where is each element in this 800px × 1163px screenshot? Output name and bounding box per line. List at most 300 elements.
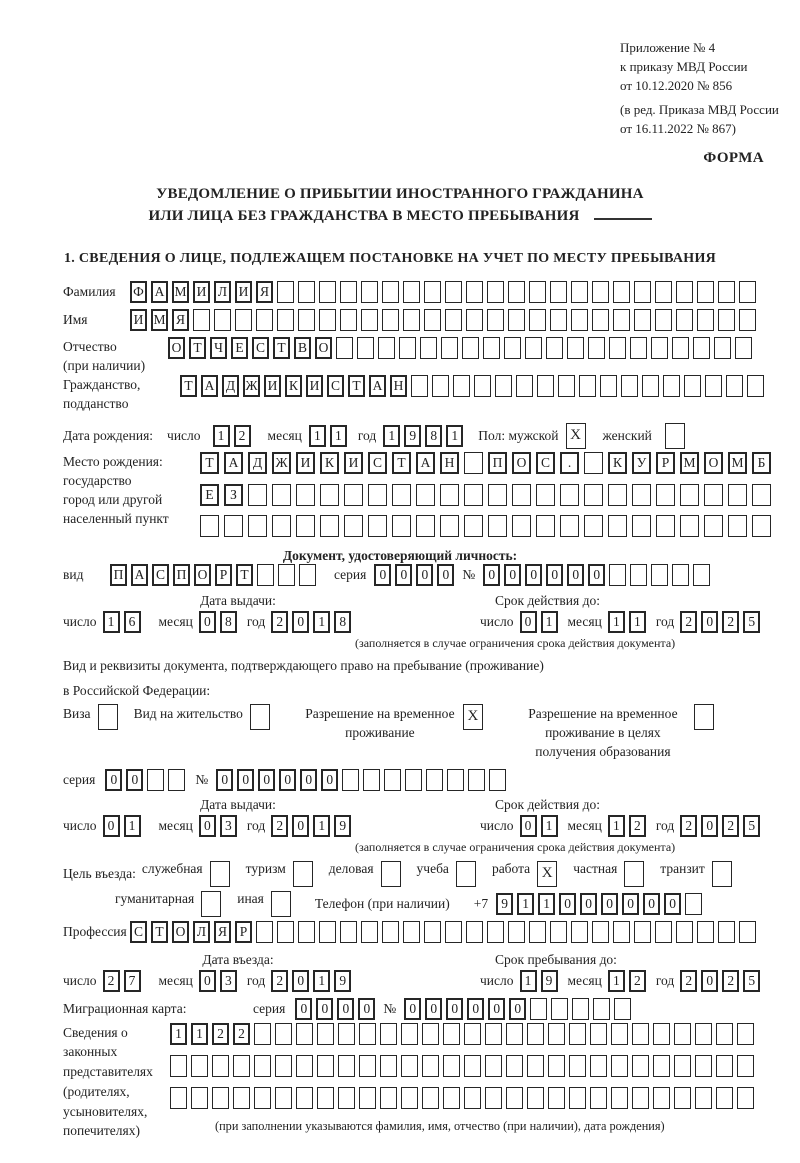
- char-cell: 2: [271, 970, 288, 992]
- char-cell: [630, 564, 647, 586]
- char-cell: 0: [199, 970, 216, 992]
- char-cell: [590, 1055, 607, 1077]
- char-cell: [536, 515, 555, 537]
- char-cell: 1: [213, 425, 230, 447]
- char-cell: [401, 1055, 418, 1077]
- char-cell: [697, 309, 714, 331]
- char-cell: [508, 281, 525, 303]
- char-cell: [168, 769, 185, 791]
- reference-line-3: от 10.12.2020 № 856: [620, 78, 733, 93]
- char-cell: 0: [103, 815, 120, 837]
- char-cell: [485, 1023, 502, 1045]
- char-cell: 9: [334, 815, 351, 837]
- char-cell: 9: [496, 893, 513, 915]
- char-cell: [695, 1055, 712, 1077]
- char-cell: [212, 1055, 229, 1077]
- char-cell: [674, 1087, 691, 1109]
- purpose-work-checkbox: X: [537, 861, 557, 887]
- char-cell: [214, 309, 231, 331]
- representatives-label-2: законных: [63, 1044, 118, 1060]
- char-cell: [384, 769, 401, 791]
- char-cell: [651, 564, 668, 586]
- citizenship-sublabel: подданство: [63, 396, 129, 411]
- char-cell: [632, 1023, 649, 1045]
- char-cell: [737, 1087, 754, 1109]
- migration-number-boxes: [404, 998, 635, 1020]
- purpose-official-label: служебная: [141, 860, 203, 876]
- char-cell: 0: [425, 998, 442, 1020]
- char-cell: [256, 309, 273, 331]
- char-cell: [338, 1055, 355, 1077]
- year-label: год: [246, 972, 266, 988]
- profession-label: Профессия: [63, 923, 127, 939]
- stay-dates: [63, 951, 800, 992]
- char-cell: [424, 281, 441, 303]
- female-checkbox: [665, 423, 685, 449]
- citizenship-boxes: [180, 375, 768, 397]
- form-title-line-1: УВЕДОМЛЕНИЕ О ПРИБЫТИИ ИНОСТРАННОГО ГРАЖДАНИНА: [156, 186, 644, 202]
- char-cell: К: [320, 452, 339, 474]
- char-cell: 1: [309, 425, 326, 447]
- char-cell: [272, 484, 291, 506]
- char-cell: 1: [541, 611, 558, 633]
- char-cell: 0: [216, 769, 233, 791]
- char-cell: [653, 1055, 670, 1077]
- char-cell: [525, 337, 542, 359]
- char-cell: [359, 1023, 376, 1045]
- char-cell: 1: [124, 815, 141, 837]
- birth-date-row: [63, 423, 800, 449]
- char-cell: [506, 1055, 523, 1077]
- purpose-private: [573, 861, 644, 887]
- char-cell: [716, 1055, 733, 1077]
- char-cell: [277, 921, 294, 943]
- form-word-label: ФОРМА: [703, 150, 764, 166]
- char-cell: [296, 515, 315, 537]
- char-cell: 1: [517, 893, 534, 915]
- char-cell: 0: [292, 815, 309, 837]
- char-cell: М: [172, 281, 189, 303]
- char-cell: Т: [151, 921, 168, 943]
- char-cell: [655, 309, 672, 331]
- char-cell: И: [306, 375, 323, 397]
- char-cell: 5: [743, 970, 760, 992]
- temp-residence-education-option: [499, 704, 714, 761]
- char-cell: 1: [608, 970, 625, 992]
- residence-valid-year-boxes: [680, 815, 764, 837]
- char-cell: [609, 564, 626, 586]
- char-cell: 0: [404, 998, 421, 1020]
- purpose-transit-checkbox: [712, 861, 732, 887]
- purpose-humanitarian-checkbox: [201, 891, 221, 917]
- char-cell: [443, 1087, 460, 1109]
- char-cell: [464, 1055, 481, 1077]
- char-cell: Т: [273, 337, 290, 359]
- char-cell: 1: [330, 425, 347, 447]
- representatives-label-5: усыновителях,: [63, 1103, 148, 1119]
- char-cell: [224, 515, 243, 537]
- char-cell: [584, 515, 603, 537]
- char-cell: [529, 309, 546, 331]
- char-cell: [716, 1023, 733, 1045]
- purpose-transit: [660, 861, 732, 887]
- char-cell: 9: [541, 970, 558, 992]
- char-cell: [248, 484, 267, 506]
- char-cell: Ф: [130, 281, 147, 303]
- doc-number-boxes: [483, 564, 714, 586]
- female-label: женский: [602, 428, 652, 443]
- series-label: серия: [63, 771, 96, 787]
- char-cell: [380, 1023, 397, 1045]
- char-cell: 0: [337, 998, 354, 1020]
- char-cell: 0: [588, 564, 605, 586]
- month-label: месяц: [158, 613, 193, 629]
- char-cell: [275, 1055, 292, 1077]
- char-cell: [739, 921, 756, 943]
- char-cell: [298, 281, 315, 303]
- char-cell: 1: [538, 893, 555, 915]
- birth-place-boxes-row3: [200, 515, 776, 537]
- char-cell: [344, 515, 363, 537]
- birth-place-boxes-row1: [200, 452, 776, 474]
- char-cell: [361, 309, 378, 331]
- issue-date-heading: Дата выдачи:: [200, 796, 276, 812]
- char-cell: А: [131, 564, 148, 586]
- purpose-other: [237, 891, 291, 917]
- residence-doc-intro-2: в Российской Федерации:: [63, 682, 211, 698]
- char-cell: [441, 337, 458, 359]
- profession-row: [63, 921, 800, 943]
- char-cell: [422, 1087, 439, 1109]
- char-cell: [527, 1055, 544, 1077]
- until-year-boxes: [680, 970, 764, 992]
- reference-line-2: к приказу МВД России: [620, 59, 748, 74]
- form-title: [0, 183, 800, 227]
- validity-note: (заполняется в случае ограничения срока действия документа): [355, 839, 676, 854]
- char-cell: 8: [425, 425, 442, 447]
- char-cell: [548, 1023, 565, 1045]
- char-cell: Е: [231, 337, 248, 359]
- char-cell: [697, 921, 714, 943]
- char-cell: [340, 921, 357, 943]
- char-cell: И: [264, 375, 281, 397]
- char-cell: 5: [743, 611, 760, 633]
- char-cell: [392, 515, 411, 537]
- char-cell: 0: [316, 998, 333, 1020]
- char-cell: [672, 564, 689, 586]
- migration-series-boxes: [295, 998, 379, 1020]
- visa-option: [63, 704, 118, 730]
- char-cell: 1: [103, 611, 120, 633]
- char-cell: 1: [629, 611, 646, 633]
- purpose-transit-label: транзит: [660, 860, 705, 876]
- char-cell: [512, 515, 531, 537]
- char-cell: Д: [248, 452, 267, 474]
- temp-residence-education-checkbox: [694, 704, 714, 730]
- char-cell: [569, 1055, 586, 1077]
- char-cell: [401, 1023, 418, 1045]
- char-cell: О: [704, 452, 723, 474]
- entry-date-heading: Дата въезда:: [202, 951, 274, 967]
- char-cell: 0: [643, 893, 660, 915]
- char-cell: [718, 309, 735, 331]
- phone-boxes: [496, 893, 706, 915]
- char-cell: [680, 484, 699, 506]
- char-cell: 0: [374, 564, 391, 586]
- char-cell: А: [416, 452, 435, 474]
- birth-place-label: Место рождения:: [63, 454, 163, 469]
- char-cell: [536, 484, 555, 506]
- visa-checkbox: [98, 704, 118, 730]
- char-cell: Т: [200, 452, 219, 474]
- char-cell: 0: [295, 998, 312, 1020]
- char-cell: [676, 921, 693, 943]
- identity-doc-row: [63, 564, 800, 586]
- char-cell: 9: [404, 425, 421, 447]
- char-cell: [621, 375, 638, 397]
- year-label: год: [357, 428, 377, 443]
- char-cell: [672, 337, 689, 359]
- name-row: [63, 309, 800, 331]
- char-cell: [416, 515, 435, 537]
- char-cell: [676, 309, 693, 331]
- char-cell: 2: [680, 611, 697, 633]
- char-cell: [382, 309, 399, 331]
- char-cell: [611, 1023, 628, 1045]
- char-cell: [611, 1055, 628, 1077]
- char-cell: Т: [180, 375, 197, 397]
- char-cell: [572, 998, 589, 1020]
- char-cell: Ж: [272, 452, 291, 474]
- char-cell: 0: [520, 815, 537, 837]
- purpose-other-label: иная: [237, 890, 264, 906]
- char-cell: [718, 281, 735, 303]
- phone-label: Телефон (при наличии): [314, 895, 450, 911]
- char-cell: [653, 1087, 670, 1109]
- char-cell: 1: [383, 425, 400, 447]
- char-cell: Л: [214, 281, 231, 303]
- char-cell: [422, 1055, 439, 1077]
- char-cell: [320, 515, 339, 537]
- surname-boxes: [130, 281, 760, 303]
- char-cell: [338, 1087, 355, 1109]
- char-cell: [466, 309, 483, 331]
- representatives-label-1: Сведения о: [63, 1024, 128, 1040]
- char-cell: [445, 281, 462, 303]
- char-cell: .: [560, 452, 579, 474]
- valid-day-boxes: [520, 611, 562, 633]
- char-cell: [737, 1023, 754, 1045]
- char-cell: 0: [321, 769, 338, 791]
- purpose-tourism: [246, 861, 313, 887]
- char-cell: [728, 515, 747, 537]
- char-cell: 0: [446, 998, 463, 1020]
- residence-doc-series-row: [63, 769, 800, 791]
- number-label: №: [195, 771, 209, 787]
- char-cell: [546, 337, 563, 359]
- char-cell: Ч: [210, 337, 227, 359]
- char-cell: И: [296, 452, 315, 474]
- char-cell: 0: [559, 893, 576, 915]
- section1-heading: 1. СВЕДЕНИЯ О ЛИЦЕ, ПОДЛЕЖАЩЕМ ПОСТАНОВКЕ НА УЧЕТ ПО МЕСТУ ПРЕБЫВАНИЯ: [64, 251, 717, 266]
- char-cell: [420, 337, 437, 359]
- char-cell: [579, 375, 596, 397]
- char-cell: [613, 309, 630, 331]
- year-label: год: [655, 817, 675, 833]
- char-cell: [704, 484, 723, 506]
- char-cell: [735, 337, 752, 359]
- char-cell: [608, 515, 627, 537]
- char-cell: С: [368, 452, 387, 474]
- char-cell: 8: [220, 611, 237, 633]
- char-cell: [212, 1087, 229, 1109]
- doc-series-boxes: [374, 564, 458, 586]
- char-cell: [592, 921, 609, 943]
- issue-day-boxes: [103, 611, 145, 633]
- char-cell: О: [172, 921, 189, 943]
- char-cell: [569, 1023, 586, 1045]
- char-cell: [466, 921, 483, 943]
- char-cell: [512, 484, 531, 506]
- char-cell: [299, 564, 316, 586]
- char-cell: [630, 337, 647, 359]
- char-cell: [632, 1087, 649, 1109]
- char-cell: [277, 309, 294, 331]
- char-cell: 2: [722, 970, 739, 992]
- char-cell: [440, 515, 459, 537]
- char-cell: Я: [256, 281, 273, 303]
- purpose-business-checkbox: [381, 861, 401, 887]
- char-cell: С: [152, 564, 169, 586]
- char-cell: [464, 1087, 481, 1109]
- purpose-work: [492, 861, 557, 887]
- char-cell: [298, 921, 315, 943]
- char-cell: [464, 452, 483, 474]
- char-cell: [340, 281, 357, 303]
- char-cell: 0: [258, 769, 275, 791]
- char-cell: 5: [743, 815, 760, 837]
- char-cell: И: [344, 452, 363, 474]
- char-cell: [527, 1023, 544, 1045]
- surname-row: [63, 281, 800, 303]
- char-cell: 1: [313, 815, 330, 837]
- char-cell: Т: [392, 452, 411, 474]
- char-cell: Н: [390, 375, 407, 397]
- char-cell: 0: [199, 611, 216, 633]
- char-cell: 8: [334, 611, 351, 633]
- birth-place-sublabel-3: населенный пункт: [63, 511, 169, 526]
- char-cell: [464, 1023, 481, 1045]
- char-cell: 0: [483, 564, 500, 586]
- entry-year-boxes: [271, 970, 355, 992]
- char-cell: [600, 375, 617, 397]
- residence-permit-checkbox: [250, 704, 270, 730]
- char-cell: 0: [300, 769, 317, 791]
- char-cell: [752, 484, 771, 506]
- migration-card-label: Миграционная карта:: [63, 1000, 187, 1016]
- char-cell: [380, 1055, 397, 1077]
- char-cell: [656, 515, 675, 537]
- char-cell: 1: [446, 425, 463, 447]
- char-cell: 0: [701, 970, 718, 992]
- char-cell: [728, 484, 747, 506]
- char-cell: 0: [416, 564, 433, 586]
- char-cell: 0: [126, 769, 143, 791]
- char-cell: [705, 375, 722, 397]
- char-cell: [506, 1023, 523, 1045]
- entry-purpose-row: [63, 861, 800, 887]
- char-cell: [256, 921, 273, 943]
- birth-day-boxes: [213, 425, 255, 447]
- char-cell: [529, 281, 546, 303]
- char-cell: [277, 281, 294, 303]
- char-cell: [440, 484, 459, 506]
- char-cell: [592, 281, 609, 303]
- char-cell: О: [168, 337, 185, 359]
- identity-doc-heading: Документ, удостоверяющий личность:: [282, 547, 518, 563]
- char-cell: [685, 893, 702, 915]
- char-cell: 0: [292, 611, 309, 633]
- residence-doc-dates: [63, 796, 800, 837]
- char-cell: К: [285, 375, 302, 397]
- char-cell: [551, 998, 568, 1020]
- char-cell: [614, 998, 631, 1020]
- char-cell: М: [151, 309, 168, 331]
- char-cell: [357, 337, 374, 359]
- char-cell: [399, 337, 416, 359]
- char-cell: 0: [601, 893, 618, 915]
- char-cell: 2: [680, 815, 697, 837]
- representatives-label-3: представителях: [63, 1064, 153, 1080]
- temp-residence-label: Разрешение на временное проживание: [305, 705, 455, 740]
- char-cell: [233, 1087, 250, 1109]
- profession-boxes: [130, 921, 760, 943]
- residence-issue-year-boxes: [271, 815, 355, 837]
- char-cell: [359, 1087, 376, 1109]
- surname-label: Фамилия: [63, 284, 116, 299]
- char-cell: [411, 375, 428, 397]
- char-cell: О: [315, 337, 332, 359]
- char-cell: Д: [222, 375, 239, 397]
- form-title-line-2: ИЛИ ЛИЦА БЕЗ ГРАЖДАНСТВА В МЕСТО ПРЕБЫВАНИЯ: [148, 208, 580, 224]
- char-cell: З: [224, 484, 243, 506]
- purpose-humanitarian-label: гуманитарная: [115, 890, 195, 906]
- name-boxes: [130, 309, 760, 331]
- char-cell: 0: [395, 564, 412, 586]
- year-label: год: [246, 613, 266, 629]
- char-cell: [424, 309, 441, 331]
- month-label: месяц: [567, 972, 602, 988]
- birth-date-label: Дата рождения:: [63, 428, 154, 443]
- char-cell: [695, 1087, 712, 1109]
- char-cell: [170, 1055, 187, 1077]
- char-cell: [466, 281, 483, 303]
- char-cell: [674, 1055, 691, 1077]
- char-cell: [296, 1087, 313, 1109]
- char-cell: С: [252, 337, 269, 359]
- char-cell: [382, 281, 399, 303]
- char-cell: [489, 769, 506, 791]
- char-cell: 2: [271, 611, 288, 633]
- char-cell: 0: [701, 815, 718, 837]
- char-cell: [368, 484, 387, 506]
- char-cell: [200, 515, 219, 537]
- doc-kind-label: вид: [63, 566, 84, 582]
- char-cell: 0: [488, 998, 505, 1020]
- char-cell: 1: [170, 1023, 187, 1045]
- char-cell: [275, 1087, 292, 1109]
- char-cell: И: [193, 281, 210, 303]
